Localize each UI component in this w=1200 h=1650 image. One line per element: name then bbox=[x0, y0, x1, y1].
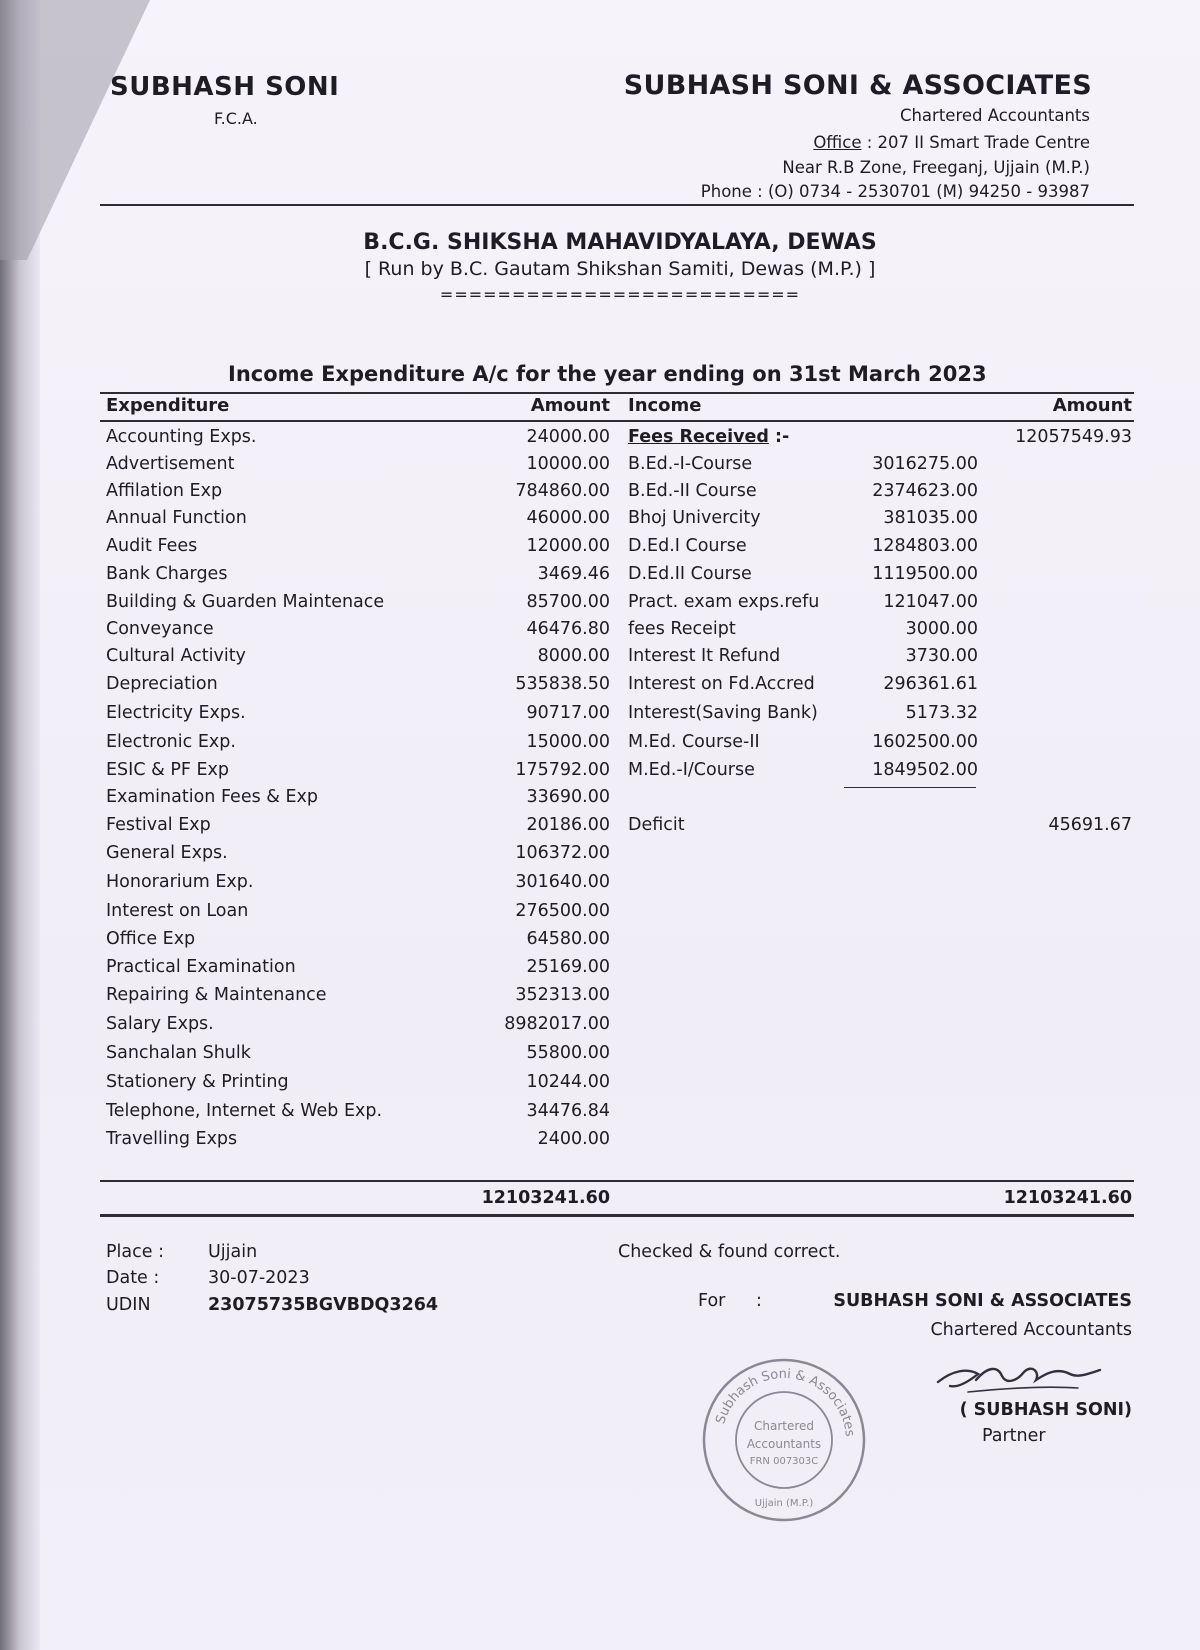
expenditure-amount: 10000.00 bbox=[526, 454, 610, 474]
income-amount: 3016275.00 bbox=[872, 454, 978, 474]
expenditure-label: Examination Fees & Exp bbox=[106, 787, 318, 807]
income-label: Bhoj Univercity bbox=[628, 508, 761, 528]
expenditure-label: Office Exp bbox=[106, 929, 196, 949]
address-line-2: Near R.B Zone, Freeganj, Ujjain (M.P.) bbox=[782, 158, 1090, 177]
firm-type: Chartered Accountants bbox=[899, 106, 1090, 125]
expenditure-label: Electricity Exps. bbox=[106, 703, 246, 723]
income-amount: 2374623.00 bbox=[872, 481, 978, 501]
income-amount: 3730.00 bbox=[905, 646, 978, 666]
expenditure-amount: 535838.50 bbox=[515, 674, 610, 694]
expenditure-label: ESIC & PF Exp bbox=[106, 760, 230, 780]
expenditure-label: Bank Charges bbox=[106, 564, 228, 584]
firm-name: SUBHASH SONI & ASSOCIATES bbox=[623, 70, 1092, 101]
income-amount: 1119500.00 bbox=[872, 564, 978, 584]
expenditure-label: Depreciation bbox=[106, 674, 218, 694]
expenditure-label: Festival Exp bbox=[106, 815, 211, 835]
expenditure-amount: 85700.00 bbox=[526, 592, 610, 612]
income-label: fees Receipt bbox=[628, 619, 736, 639]
expenditure-amount: 15000.00 bbox=[526, 732, 610, 752]
totals-top-rule bbox=[100, 1180, 1134, 1182]
expenditure-amount: 352313.00 bbox=[515, 985, 610, 1005]
expenditure-amount: 10244.00 bbox=[526, 1072, 610, 1092]
fees-heading-suffix: :- bbox=[768, 427, 790, 447]
date-value: 30-07-2023 bbox=[208, 1268, 310, 1288]
expenditure-amount: 106372.00 bbox=[515, 843, 610, 863]
income-label: B.Ed.-II Course bbox=[628, 481, 757, 501]
firm-seal-stamp bbox=[700, 1356, 868, 1524]
income-amount: 3000.00 bbox=[905, 619, 978, 639]
expenditure-label: Practical Examination bbox=[106, 957, 296, 977]
expenditure-label: Interest on Loan bbox=[106, 901, 249, 921]
expenditure-amount: 8000.00 bbox=[537, 646, 610, 666]
deficit-amount: 45691.67 bbox=[1048, 815, 1132, 835]
expenditure-amount: 33690.00 bbox=[526, 787, 610, 807]
income-amount: 1602500.00 bbox=[872, 732, 978, 752]
expenditure-amount: 301640.00 bbox=[515, 872, 610, 892]
expenditure-label: Stationery & Printing bbox=[106, 1072, 289, 1092]
organisation-run-by: [ Run by B.C. Gautam Shikshan Samiti, Dewas (M.P.) ] bbox=[364, 258, 876, 280]
office-address bbox=[813, 133, 1090, 152]
col-amount-expenditure: Amount bbox=[530, 395, 610, 416]
place-value: Ujjain bbox=[208, 1242, 258, 1262]
checked-note: Checked & found correct. bbox=[618, 1242, 841, 1262]
income-amount: 296361.61 bbox=[883, 674, 978, 694]
income-label: Interest It Refund bbox=[628, 646, 781, 666]
expenditure-amount: 276500.00 bbox=[515, 901, 610, 921]
income-amount: 5173.32 bbox=[905, 703, 978, 723]
footer-firm-type: Chartered Accountants bbox=[930, 1320, 1132, 1340]
title-separator: ========================= bbox=[439, 285, 801, 304]
expenditure-label: Cultural Activity bbox=[106, 646, 246, 666]
expenditure-amount: 784860.00 bbox=[515, 481, 610, 501]
header-top-rule bbox=[100, 392, 1134, 394]
fees-heading-text: Fees Received bbox=[628, 427, 769, 447]
seal-ring-text: Subhash Soni & Associates bbox=[713, 1366, 857, 1438]
income-label: Interest(Saving Bank) bbox=[628, 703, 818, 723]
expenditure-label: Honorarium Exp. bbox=[106, 872, 254, 892]
expenditure-amount: 12000.00 bbox=[526, 536, 610, 556]
income-amount: 381035.00 bbox=[883, 508, 978, 528]
expenditure-amount: 90717.00 bbox=[526, 703, 610, 723]
fees-received-heading bbox=[628, 427, 789, 447]
handwritten-signature bbox=[928, 1352, 1108, 1402]
fees-subtotal-rule bbox=[844, 787, 976, 788]
seal-line-1: Chartered bbox=[753, 1419, 815, 1433]
expenditure-label: Repairing & Maintenance bbox=[106, 985, 327, 1005]
expenditure-label: Salary Exps. bbox=[106, 1014, 214, 1034]
expenditure-amount: 2400.00 bbox=[537, 1129, 610, 1149]
signatory-name: ( SUBHASH SONI) bbox=[959, 1400, 1132, 1420]
income-label: M.Ed. Course-II bbox=[628, 732, 760, 752]
total-expenditure: 12103241.60 bbox=[481, 1188, 610, 1208]
col-income: Income bbox=[628, 395, 702, 416]
col-expenditure: Expenditure bbox=[106, 395, 230, 416]
income-label: B.Ed.-I-Course bbox=[628, 454, 753, 474]
fees-received-total: 12057549.93 bbox=[1015, 427, 1132, 447]
letterhead-rule bbox=[100, 204, 1134, 206]
expenditure-amount: 46000.00 bbox=[526, 508, 610, 528]
expenditure-label: Advertisement bbox=[106, 454, 235, 474]
udin-label: UDIN bbox=[106, 1295, 151, 1315]
income-label: D.Ed.II Course bbox=[628, 564, 752, 584]
office-label: Office bbox=[813, 133, 862, 152]
expenditure-amount: 175792.00 bbox=[515, 760, 610, 780]
income-amount: 1849502.00 bbox=[872, 760, 978, 780]
folded-corner bbox=[0, 0, 150, 260]
for-label: For bbox=[698, 1291, 726, 1311]
expenditure-amount: 34476.84 bbox=[526, 1101, 610, 1121]
income-label: D.Ed.I Course bbox=[628, 536, 747, 556]
auditor-name: SUBHASH SONI bbox=[110, 72, 340, 102]
statement-title: Income Expenditure A/c for the year ending on 31st March 2023 bbox=[228, 362, 987, 386]
auditor-qualification: F.C.A. bbox=[214, 109, 258, 128]
expenditure-amount: 64580.00 bbox=[526, 929, 610, 949]
office-address-text: : 207 II Smart Trade Centre bbox=[861, 133, 1090, 152]
deficit-label: Deficit bbox=[628, 815, 685, 835]
expenditure-amount: 8982017.00 bbox=[504, 1014, 610, 1034]
income-label: M.Ed.-I/Course bbox=[628, 760, 755, 780]
income-label: Interest on Fd.Accred bbox=[628, 674, 815, 694]
expenditure-amount: 25169.00 bbox=[526, 957, 610, 977]
expenditure-label: Accounting Exps. bbox=[106, 427, 257, 447]
header-bottom-rule bbox=[100, 420, 1134, 422]
income-label: Pract. exam exps.refu bbox=[628, 592, 820, 612]
seal-line-2: Accountants bbox=[746, 1437, 822, 1451]
expenditure-label: Audit Fees bbox=[106, 536, 198, 556]
total-income: 12103241.60 bbox=[1003, 1188, 1132, 1208]
for-colon: : bbox=[756, 1291, 762, 1311]
date-label: Date : bbox=[106, 1268, 160, 1288]
organisation-name: B.C.G. SHIKSHA MAHAVIDYALAYA, DEWAS bbox=[363, 230, 877, 255]
udin-value: 23075735BGVBDQ3264 bbox=[208, 1295, 439, 1315]
phone-numbers: Phone : (O) 0734 - 2530701 (M) 94250 - 93987 bbox=[700, 182, 1090, 201]
expenditure-amount: 3469.46 bbox=[537, 564, 610, 584]
col-amount-income: Amount bbox=[1052, 395, 1132, 416]
income-amount: 121047.00 bbox=[883, 592, 978, 612]
expenditure-label: Sanchalan Shulk bbox=[106, 1043, 251, 1063]
expenditure-label: Building & Guarden Maintenace bbox=[106, 592, 385, 612]
signatory-designation: Partner bbox=[982, 1426, 1046, 1446]
expenditure-amount: 24000.00 bbox=[526, 427, 610, 447]
place-label: Place : bbox=[106, 1242, 164, 1262]
expenditure-label: Conveyance bbox=[106, 619, 214, 639]
expenditure-amount: 20186.00 bbox=[526, 815, 610, 835]
expenditure-amount: 55800.00 bbox=[526, 1043, 610, 1063]
footer-firm-name: SUBHASH SONI & ASSOCIATES bbox=[833, 1291, 1132, 1311]
expenditure-label: Affilation Exp bbox=[106, 481, 223, 501]
seal-line-3: FRN 007303C bbox=[749, 1456, 819, 1467]
totals-bottom-rule bbox=[100, 1214, 1134, 1217]
expenditure-label: Electronic Exp. bbox=[106, 732, 236, 752]
expenditure-label: Travelling Exps bbox=[106, 1129, 238, 1149]
expenditure-label: General Exps. bbox=[106, 843, 228, 863]
expenditure-label: Telephone, Internet & Web Exp. bbox=[106, 1101, 383, 1121]
seal-bottom-text: Ujjain (M.P.) bbox=[754, 1498, 814, 1509]
income-amount: 1284803.00 bbox=[872, 536, 978, 556]
expenditure-label: Annual Function bbox=[106, 508, 247, 528]
expenditure-amount: 46476.80 bbox=[526, 619, 610, 639]
